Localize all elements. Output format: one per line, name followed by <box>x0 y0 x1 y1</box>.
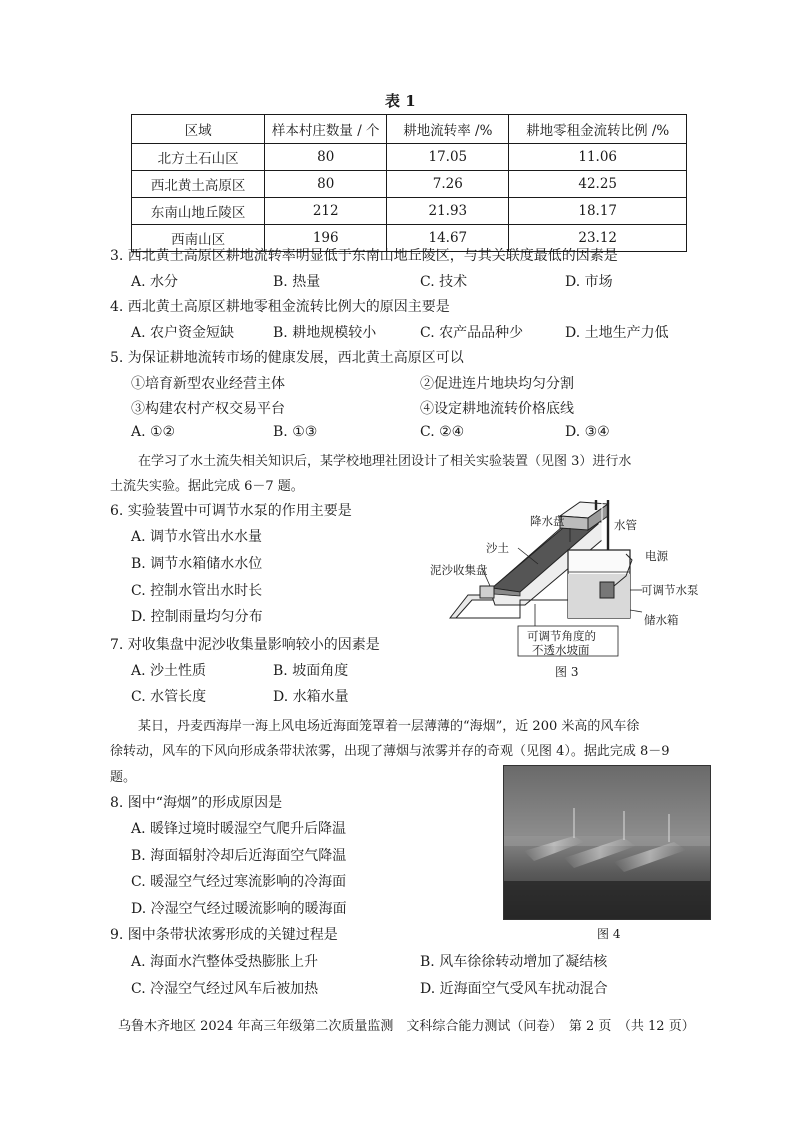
question-3-stem: 3. 西北黄土高原区耕地流转率明显低于东南山地丘陵区，与其关联度最低的因素是 <box>110 248 618 264</box>
question-4-stem: 4. 西北黄土高原区耕地零租金流转比例大的原因主要是 <box>110 299 450 315</box>
table-header-cell: 区域 <box>132 115 265 144</box>
q9-option-b: B. 风车徐徐转动增加了凝结核 <box>420 954 608 970</box>
page-footer: 乌鲁木齐地区 2024 年高三年级第二次质量监测 文科综合能力测试（问卷） 第 2 页 （共 12 页） <box>118 1019 695 1034</box>
q5-statement-4: ④设定耕地流转价格底线 <box>420 401 574 417</box>
intro-6-7-line-1: 在学习了水土流失相关知识后，某学校地理社团设计了相关实验装置（见图 3）进行水 <box>138 454 632 469</box>
fig3-label-sand: 沙土 <box>486 541 509 555</box>
q8-option-d: D. 冷湿空气经过暖流影响的暖海面 <box>131 901 347 917</box>
table-title: 表 1 <box>385 92 416 110</box>
table-cell: 东南山地丘陵区 <box>132 198 265 225</box>
q3-option-d: D. 市场 <box>565 274 613 290</box>
question-6-stem: 6. 实验装置中可调节水泵的作用主要是 <box>110 503 352 519</box>
q5-statement-1: ①培育新型农业经营主体 <box>131 376 285 392</box>
q6-option-b: B. 调节水箱储水水位 <box>131 556 263 572</box>
table-header-cell: 耕地零租金流转比例 /% <box>509 115 687 144</box>
q9-option-c: C. 冷湿空气经过风车后被加热 <box>131 981 319 997</box>
q7-option-c: C. 水管长度 <box>131 689 207 705</box>
q8-option-b: B. 海面辐射冷却后近海面空气降温 <box>131 848 347 864</box>
q7-option-b: B. 坡面角度 <box>273 663 349 679</box>
fig3-label-slope-line-2: 不透水坡面 <box>532 643 590 657</box>
q6-option-a: A. 调节水管出水水量 <box>131 529 263 545</box>
q3-option-c: C. 技术 <box>420 274 468 290</box>
intro-8-9-line-1: 某日，丹麦西海岸一海上风电场近海面笼罩着一层薄薄的“海烟”，近 200 米高的风车徐 <box>138 719 640 734</box>
table-header-row <box>132 115 687 144</box>
fig3-label-power: 电源 <box>645 549 668 563</box>
intro-8-9-line-2: 徐转动，风车的下风向形成条带状浓雾，出现了薄烟与浓雾并存的奇观（见图 4）。据此完成 8－9 <box>110 744 670 759</box>
table-header-cell: 样本村庄数量 / 个 <box>265 115 387 144</box>
fig3-label-tank: 储水箱 <box>644 613 679 627</box>
q7-option-a: A. 沙土性质 <box>131 663 207 679</box>
fig3-label-pump: 可调节水泵 <box>641 583 699 597</box>
q6-option-d: D. 控制雨量均匀分布 <box>131 609 263 625</box>
figure-4-caption: 图 4 <box>597 927 621 941</box>
q5-statement-2: ②促进连片地块均匀分割 <box>420 376 574 392</box>
q9-option-d: D. 近海面空气受风车扰动混合 <box>420 981 608 997</box>
question-5-stem: 5. 为保证耕地流转市场的健康发展，西北黄土高原区可以 <box>110 350 464 366</box>
q5-statement-3: ③构建农村产权交易平台 <box>131 401 285 417</box>
q7-option-d: D. 水箱水量 <box>273 689 349 705</box>
table-cell: 23.12 <box>509 225 687 252</box>
table-cell: 80 <box>265 171 387 198</box>
table-cell: 21.93 <box>387 198 509 225</box>
q5-option-c: C. ②④ <box>420 424 465 440</box>
table-cell: 7.26 <box>387 171 509 198</box>
q8-option-a: A. 暖锋过境时暖湿空气爬升后降温 <box>131 821 347 837</box>
table-cell: 14.67 <box>387 225 509 252</box>
q4-option-b: B. 耕地规模较小 <box>273 325 377 341</box>
table-row <box>132 171 687 198</box>
q5-option-d: D. ③④ <box>565 424 610 440</box>
q4-option-d: D. 土地生产力低 <box>565 325 669 341</box>
q9-option-a: A. 海面水汽整体受热膨胀上升 <box>131 954 319 970</box>
data-table <box>131 114 687 252</box>
figure-3-caption: 图 3 <box>555 665 579 679</box>
table-cell: 北方土石山区 <box>132 144 265 171</box>
table-row <box>132 198 687 225</box>
table-cell: 17.05 <box>387 144 509 171</box>
q8-option-c: C. 暖湿空气经过寒流影响的冷海面 <box>131 874 347 890</box>
table-cell: 212 <box>265 198 387 225</box>
q6-option-c: C. 控制水管出水时长 <box>131 583 263 599</box>
q4-option-a: A. 农户资金短缺 <box>131 325 235 341</box>
table-row <box>132 144 687 171</box>
pump-shape <box>600 582 614 598</box>
table-cell: 18.17 <box>509 198 687 225</box>
fig3-label-slope-line-1: 可调节角度的 <box>527 629 596 643</box>
q3-option-a: A. 水分 <box>131 274 179 290</box>
table-cell: 西南山区 <box>132 225 265 252</box>
q4-option-c: C. 农产品品种少 <box>420 325 524 341</box>
intro-8-9-line-3: 题。 <box>110 770 137 785</box>
figure-4-photo <box>503 765 711 920</box>
question-9-stem: 9. 图中条带状浓雾形成的关键过程是 <box>110 927 338 943</box>
table-cell: 80 <box>265 144 387 171</box>
sediment-tray-shape <box>480 586 494 598</box>
intro-6-7-line-2: 土流失实验。据此完成 6－7 题。 <box>110 479 304 494</box>
question-8-stem: 8. 图中“海烟”的形成原因是 <box>110 795 283 811</box>
table-cell: 西北黄土高原区 <box>132 171 265 198</box>
fig3-label-pipe: 水管 <box>614 518 637 532</box>
question-7-stem: 7. 对收集盘中泥沙收集量影响较小的因素是 <box>110 637 380 653</box>
q5-option-b: B. ①③ <box>273 424 318 440</box>
q3-option-b: B. 热量 <box>273 274 321 290</box>
table-cell: 42.25 <box>509 171 687 198</box>
q5-option-a: A. ①② <box>131 424 176 440</box>
fig3-label-rain-tray: 降水盘 <box>530 514 565 528</box>
table-cell: 196 <box>265 225 387 252</box>
fig3-label-sediment-tray: 泥沙收集盘 <box>430 563 488 577</box>
table-header-cell: 耕地流转率 /% <box>387 115 509 144</box>
table-cell: 11.06 <box>509 144 687 171</box>
